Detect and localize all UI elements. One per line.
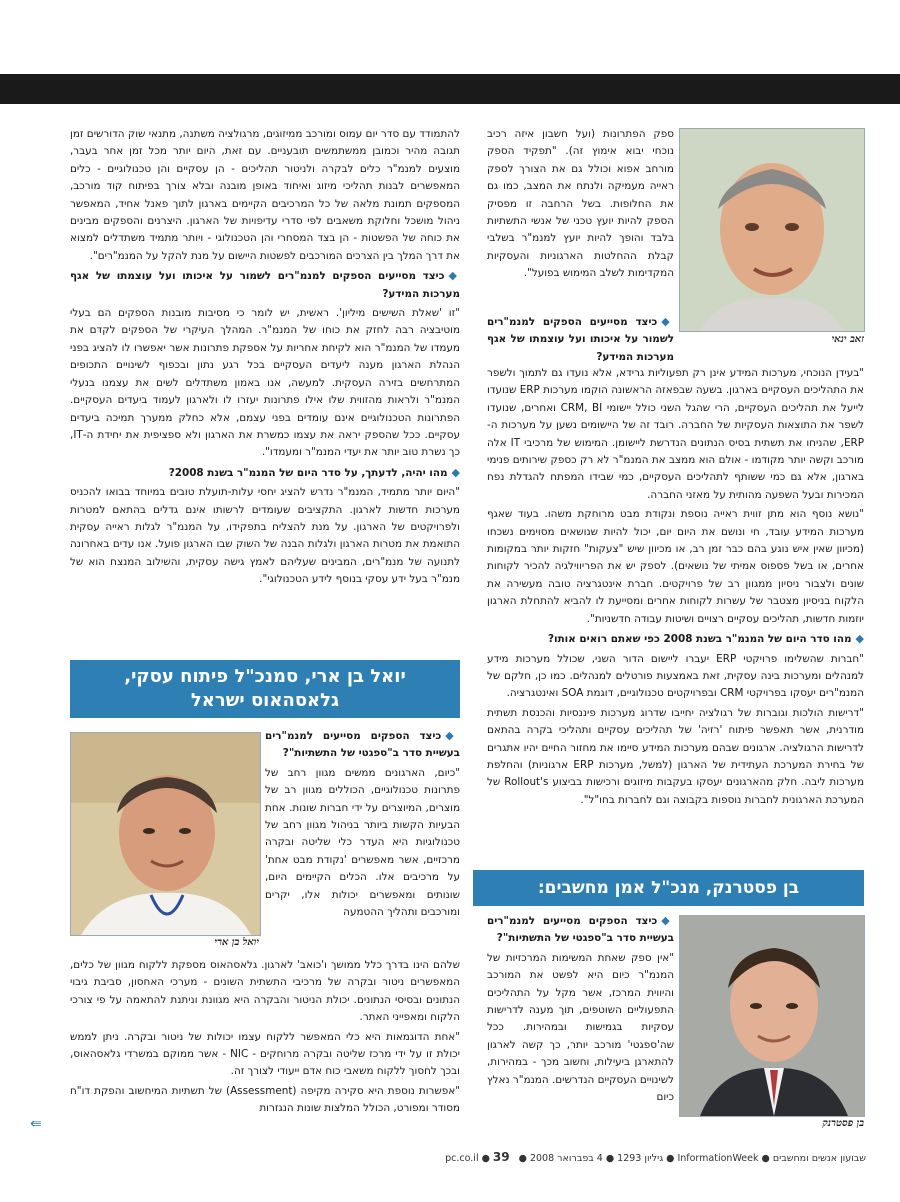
header-box-yoel-ben-ari: יואל בן ארי, סמנכ"ל פיתוח עסקי, גלאסהאוס ישראל xyxy=(70,660,460,718)
right-paragraph-1: "בעידן הנוכחי, מערכות המידע אינן רק תפעוליות גרידא, אלא נועדו גם לתמוך ולשפר את התהליכים העסקיים בארגון. בשעה שבפאזה הראשונה הוקמו מערכות ERP שנועדו לייעל את תהליכים העסקיים, הרי שהגל השני כולל יישומי CRM, BI ואחרים, שנועדו לשפר את התוצאות העסקיות של החברה. רובד זה של היישומים נשען על מערכות ה-ERP, שהניחו את תשתית בסיס הנתונים הנדרשת ליישומן. המימוש של מרכיבי IT אלה מורכב וקשה יותר מקודמו - אולם הוא ממצב את המנמ"ר לא רק כספק שירותים פנימי בארגון, אלא גם כמי ששותף לתהליכים העסקיים, כמי שבידו המפתח להגדלת נפח המכירות ובעל השפעה מהותית על מאזני החברה. xyxy=(487,367,864,501)
left-question-2: ◆מהו יהיה, לדעתך, על סדר היום של המנמ"ר בשנת 2008? xyxy=(168,465,460,479)
caption-ben-pasternak: בן פסטרנק xyxy=(822,1118,864,1129)
page-number: 39 xyxy=(492,1150,510,1164)
photo-zeev-yanai xyxy=(679,128,865,332)
left-paragraph-1: להתמודד עם סדר יום עמוס ומורכב ממיזוגים, מרגולציה משתנה, מתנאי שוק הדורשים זמן תגובה מהיר וכמובן ממשתמשים תובעניים. עם זאת, היום יותר מכל זמן אחר בעבר, מוצעים למנמ"ר כלים לבקרה ולניטור תהליכים - הן עסקיים והן טכנולוגיים - כלים המאפשרים לבנות תהליכי מיזוג ואיחוד באופן מובנה ובלא צורך בפיתוח קוד מורכב, המספקים תמונת מלאה של כל המרכיבים הקיימים בארגון לתוך פאנל אחיד, המאפשר ניהול מושכל וחלוקת משאבים לפי סדרי עדיפויות של הארגון. היצרנים והספקים מבינים את כוחה של הפשטות - הן בצד המסחרי והן הטכנולוגי - ויותר מתמיד משתדלים למצוא את דרך המלך בין הצרכים המורכבים לפשטות היישום על מנת להקל על המנמ"רים". xyxy=(70,128,460,262)
left-paragraph-5: שלהם הינו בדרך כלל ממושך ו'כואב' לארגון. גלאסהאוס מספקת ללקוח מגוון של כלים, המאפשרים ניטור ובקרה של מרכיבי התשתית השונים - מערכי האחסון, סביבת גיבוי הנתונים ובסיסי הנתונים. יכולת הניטור והבקרה היא מגוונת וניתנת להתאמה על פי צורכי הלקוח ומאפייני האתר. xyxy=(70,959,460,1024)
right-body xyxy=(487,365,864,811)
right-paragraph-4: "דרישות הולכות וגוברות של רגולציה יחייבו שדרוג מערכות פיננסיות והכנסת תשתית מודרנית, אשר תאפשר פיתוח 'רזיה' של תהליכים עסקיים ותהליכי בקרה בהתאם לדרישות הרגולציה. ארגונים שבהם מערכות המידע סיימו את מחזור החיים יהיו אתגרים של בחירת המערכת העתידית של הארגון (למשל, מערכות ERP ארגוניות) והחלפת מערכות ליבה. חלק מהארגונים יעסקו בעקבות מיזוגים ורכישות בביצוע Rollout's של המערכת הארגונית לחברות נוספות בקבוצה וגם לחברות בחו"ל". xyxy=(487,706,865,806)
right-q1-block xyxy=(487,313,674,368)
caption-zeev-yanai: זאב ינאי xyxy=(831,334,864,345)
diamond-icon: ◆ xyxy=(448,269,460,283)
left-body xyxy=(70,126,460,591)
footer xyxy=(36,1150,866,1164)
left-paragraph-6: "אחת הדוגמאות היא כלי המאפשר ללקוח עצמו יכולות של ניטור ובקרה. ניתן לממש יכולת זו על ידי מרכז שליטה ובקרה מרוחקים - NIC - אשר ממוקם במשרדי גלאסהאוס, ובכך לחסוך ללקוח משאבי כוח אדם ייעודי לצורך זה. xyxy=(70,1030,460,1078)
header-box-ben-pasternak: בן פסטרנק, מנכ"ל אמן מחשבים: xyxy=(473,870,864,906)
left-bottom-text xyxy=(70,957,460,1120)
footer-text: שבועון אנשים ומחשבים ● InformationWeek ● גיליון 1293 ● 4 בפברואר 2008 ● pc.co.il ● xyxy=(445,1153,866,1164)
photo-ben-pasternak xyxy=(679,915,865,1117)
right-paragraph-3: "חברות שהשלימו פרויקטי ERP יעברו ליישום הדור השני, שכולל מערכות מידע למנהלים ומערכות בינה עסקית, זאת באמצעות פורטלים למנהלים. כמו כן, חלקם של המנמ"רים יעסקו בפרויקטי CRM ובפרויקטים טכנולוגיים, דוגמת SOA ואינטגרציה. xyxy=(487,652,864,700)
diamond-icon: ◆ xyxy=(661,914,674,927)
left-paragraph-2: "זו 'שאלת השישים מיליון'. ראשית, יש לומר כי מסיבות מובנות הספקים הם בעלי מוטיבציה רבה לחזק את כוחו של המנמ"ר. המהלך העיקרי של הספקים לקדם את מעמדו של המנמ"ר הוא לקיחת אחריות על אספקת פתרונות אשר יאפשרו לו להציג בפני הנהלת הארגון מענה ליעדים העסקיים בכל רגע נתון ובכפוף לשינויים התכופים המתרחשים בזירה העסקית. למעשה, אנו באמון משתדלים לשים את עצמנו בנעלי המנמ"ר ולראות מהזווית שלו אילו פתרונות יעזרו לו ולארגון לעמוד ביעדים העסקיים. הפתרונות הטכנולוגיים אינם עומדים בפני עצמם, אלא כחלק ממערך תמיכה ביעדים עסקיים. ככל שהספק יראה את עצמו כמשרת את הארגון ולא ספציפית את יחידת ה-IT, כך נשרת טוב יותר את יעדי המנמ"ר ומעמדו". xyxy=(70,307,460,459)
diamond-icon: ◆ xyxy=(855,632,864,646)
left-question-1: ◆כיצד מסייעים הספקים למנמ"רים לשמור על איכותו ועל עוצמתו של אגף מערכות המידע? xyxy=(70,269,460,300)
right-paragraph-2: "נושא נוסף הוא מתן זווית ראייה נוספת ונקודת מבט מרוחקת משהו. בעוד שאגף מערכות המידע עובד, חי ונושם את היום יום, יכול להיות שנושאים מסוימים נשכחו (מכיוון שאין איש נוגע בהם כבר זמן רב, או מכיוון שיש "צעקות" חזקות יותר במקומות אחרים, או בשל פספוס אמיתי של נושאים). לספק יש את הפריווילגיה להכיר לקוחות שונים ולצבור ניסיון ממגוון רב של פרויקטים. חברת אינטגרציה טובה מעשירה את הלקוח בניסיון מצטבר של עשרות לקוחות אחרים ומסייעת לו להביא להתחלת הארגון יוזמות חדשות, תהליכים עסקיים רצויים ושיטות עבודה חדשניות". xyxy=(487,508,864,625)
right-question-3: ◆כיצד הספקים מסייעים למנמ"רים בעשיית סדר ב"ספגטי של התשתיות"? xyxy=(487,914,674,945)
left-paragraph-3: "היום יותר מתמיד, המנמ"ר נדרש להציג יחסי עלות-תועלת טובים במיוחד בבואו להכניס מערכות חדשות לארגון. התקציבים שעומדים לרשותו אינם גדלים בהתאם למטרות ולפרויקטים של הארגון. על מנת להצליח בתפקידו, על המנמ"ר לגלות ראייה עסקית התואמת את מטרות הארגון ולגלות הבנה של השוק שבו הארגון פועל. אנו עדים באחרונה לתנועה של מנמ"רים, המבינים שעליהם לאמץ גישה עסקית, והשילוב המנצח הוא של מנמ"ר בעל ידע עסקי בנוסף לידע הטכנולוגי". xyxy=(70,486,460,586)
right-bottom-text xyxy=(487,912,674,1108)
left-q3-block xyxy=(265,727,460,923)
left-question-3: ◆כיצד הספקים מסייעים למנמ"רים בעשיית סדר ב"ספגטי של התשתיות"? xyxy=(265,729,460,760)
right-question-2: ◆מהו סדר היום של המנמ"ר בשנת 2008 כפי שאתם רואים אותו? xyxy=(547,632,864,646)
right-column-intro xyxy=(487,126,674,285)
left-paragraph-4: "כיום, הארגונים ממשים מגוון רחב של פתרונות טכנולוגיים, הכוללים מגוון רב של מוצרים, המיוצרים על ידי חברות שונות. אחת הבעיות הקשות ביותר בניהול מגוון רחב של טכנולוגיות היא העדר כלי שליטה ובקרה מרכזיים, אשר מאפשרים 'נקודת מבט אחת' על מרכיבים אלו. הכלים הקיימים היום, שונותים ומאפשרים יכולות אלו, יקרים ומורכבים ותהליך ההטמעה xyxy=(265,766,460,919)
diamond-icon: ◆ xyxy=(661,315,674,328)
diamond-icon: ◆ xyxy=(451,465,460,479)
right-intro-text: ספק הפתרונות (ועל חשבון איזה רכיב נוכחי יבוא אימוץ זה). "תפקיד הספק מורחב אפוא וכולל גם את הצורך לספק ראייה מעמיקה ולנתח את המצב, כמו גם את החלופות. בשל הרחבה זו מפסיק הספק להיות יועץ טכני של אנשי התשתיות בלבד והופך להיות יועץ למנמ"ר בשלבי קבלת ההחלטות הארגוניות והעסקיות המקדימות לשלב המימוש בפועל". xyxy=(487,128,674,280)
right-paragraph-5: "אין ספק שאחת המשימות המרכזיות של המנמ"ר כיום היא לפשט את המורכב והיווית המרכז, אשר מקל על התהליכים התפעוליים השוטפים, תוך מענה לדרישות עסקיות בגמישות ובמהירות. ככל שה'ספגטי' מורכב יותר, כך קשה לארגון להתארגן ביעילות, וחשוב מכך - במהירות, לשינויים העסקיים הנדרשים. המנמ"ר נאלץ כיום xyxy=(487,951,674,1104)
top-bar xyxy=(0,74,900,104)
caption-yoel-ben-ari: יואל בן ארי xyxy=(214,937,259,948)
left-paragraph-7: "אפשרות נוספת היא סקירה מקיפה (Assessment) של תשתיות המיחשוב והפקת דו"ח מסודר ומפורט, הכולל המלצות שונות הנגזרות xyxy=(70,1084,460,1115)
right-question-1: ◆כיצד מסייעים הספקים למנמ"רים לשמור על איכותו ועל עוצמתו של אגף מערכות המידע? xyxy=(487,315,674,363)
photo-yoel-ben-ari xyxy=(70,732,261,936)
diamond-icon: ◆ xyxy=(445,729,460,742)
continue-arrow-icon: ⇚ xyxy=(30,1116,42,1132)
